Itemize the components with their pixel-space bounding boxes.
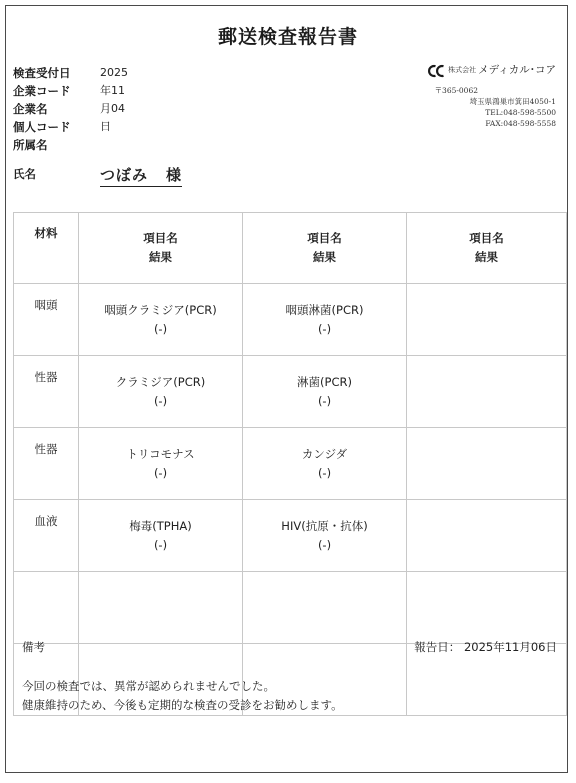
company-postal-row [428, 85, 556, 96]
header-result-label: 結果 [149, 250, 172, 264]
material-cell: 性器 [14, 428, 79, 500]
table-row [14, 356, 567, 428]
company-code-label: 企業コード [13, 84, 71, 98]
company-tel: TEL:048-598-5500 [485, 108, 556, 117]
header-item-label: 項目名 [143, 231, 178, 245]
test-cell [243, 572, 407, 644]
test-cell [407, 500, 567, 572]
header-result-label: 結果 [475, 250, 498, 264]
test-cell [407, 428, 567, 500]
table-row [14, 572, 567, 644]
test-cell [79, 428, 243, 500]
table-row [14, 284, 567, 356]
remarks-label: 備考 [22, 640, 45, 654]
header-item-col-2 [243, 213, 407, 284]
remarks-line: 今回の検査では、異常が認められませんでした。 [22, 679, 275, 693]
test-result: (-) [317, 465, 332, 480]
test-cell [79, 500, 243, 572]
test-cell [407, 356, 567, 428]
header-result-label: 結果 [313, 250, 336, 264]
test-result: (-) [317, 393, 332, 408]
report-date: 報告日： 2025年11月06日 [414, 640, 557, 654]
company-address: 埼玉県鴻巣市箕田4050-1 [469, 97, 556, 106]
personal-code-row [13, 118, 71, 136]
header-item-col-3 [407, 213, 567, 284]
material-cell: 血液 [14, 500, 79, 572]
test-cell [243, 428, 407, 500]
test-item-name: 咽頭淋菌(PCR) [285, 302, 364, 317]
test-cell [407, 572, 567, 644]
material-cell: 性器 [14, 356, 79, 428]
test-item-name: 咽頭クラミジア(PCR) [104, 302, 217, 317]
test-item-name: クラミジア(PCR) [115, 374, 206, 389]
patient-honorific: 様 [166, 166, 183, 184]
test-cell [79, 284, 243, 356]
test-result: (-) [153, 537, 168, 552]
test-cell [243, 356, 407, 428]
patient-name-value: つぼみ [100, 166, 149, 184]
company-logo-icon [428, 63, 446, 77]
table-row [14, 500, 567, 572]
company-header [428, 62, 556, 77]
header-item-label: 項目名 [307, 231, 342, 245]
test-cell [243, 500, 407, 572]
patient-info [13, 64, 128, 154]
test-item-name: HIV(抗原・抗体) [281, 518, 368, 533]
patient-name [100, 164, 182, 187]
test-item-name: カンジダ [301, 446, 348, 461]
company-block [428, 62, 556, 129]
test-item-name: トリコモナス [126, 446, 195, 461]
table-row [14, 428, 567, 500]
test-result: (-) [153, 465, 168, 480]
header-item-col-1 [79, 213, 243, 284]
personal-code-label: 個人コード [13, 120, 71, 134]
header-material: 材料 [14, 213, 79, 284]
name-label: 氏名 [13, 167, 36, 181]
company-name-row [13, 100, 71, 118]
header-item-label: 項目名 [469, 231, 504, 245]
test-result: (-) [317, 537, 332, 552]
remarks-text [22, 677, 343, 715]
test-item-name: 梅毒(TPHA) [129, 518, 192, 533]
test-cell [79, 572, 243, 644]
receipt-date-label: 検査受付日 [13, 66, 71, 80]
company-postal: 〒365-0062 [434, 86, 478, 95]
receipt-date-value: 2025年11月04日 [100, 66, 128, 133]
test-result: (-) [153, 321, 168, 336]
test-item-name: 淋菌(PCR) [297, 374, 352, 389]
material-cell: 咽頭 [14, 284, 79, 356]
department-row [13, 136, 71, 154]
test-result: (-) [317, 321, 332, 336]
company-name-label: 企業名 [13, 102, 48, 116]
company-code-row [13, 82, 71, 100]
department-label: 所属名 [13, 138, 48, 152]
test-result: (-) [153, 393, 168, 408]
table-header-row [14, 213, 567, 284]
company-name: メディカル･コア [478, 64, 556, 76]
test-cell [407, 284, 567, 356]
test-cell [243, 284, 407, 356]
report-title: 郵送検査報告書 [217, 26, 358, 48]
company-prefix: 株式会社 [448, 65, 477, 74]
material-cell [14, 572, 79, 644]
remarks-line: 健康維持のため、今後も定期的な検査の受診をお勧めします。 [22, 698, 343, 712]
company-fax: FAX:048-598-5558 [485, 119, 556, 128]
test-cell [79, 356, 243, 428]
